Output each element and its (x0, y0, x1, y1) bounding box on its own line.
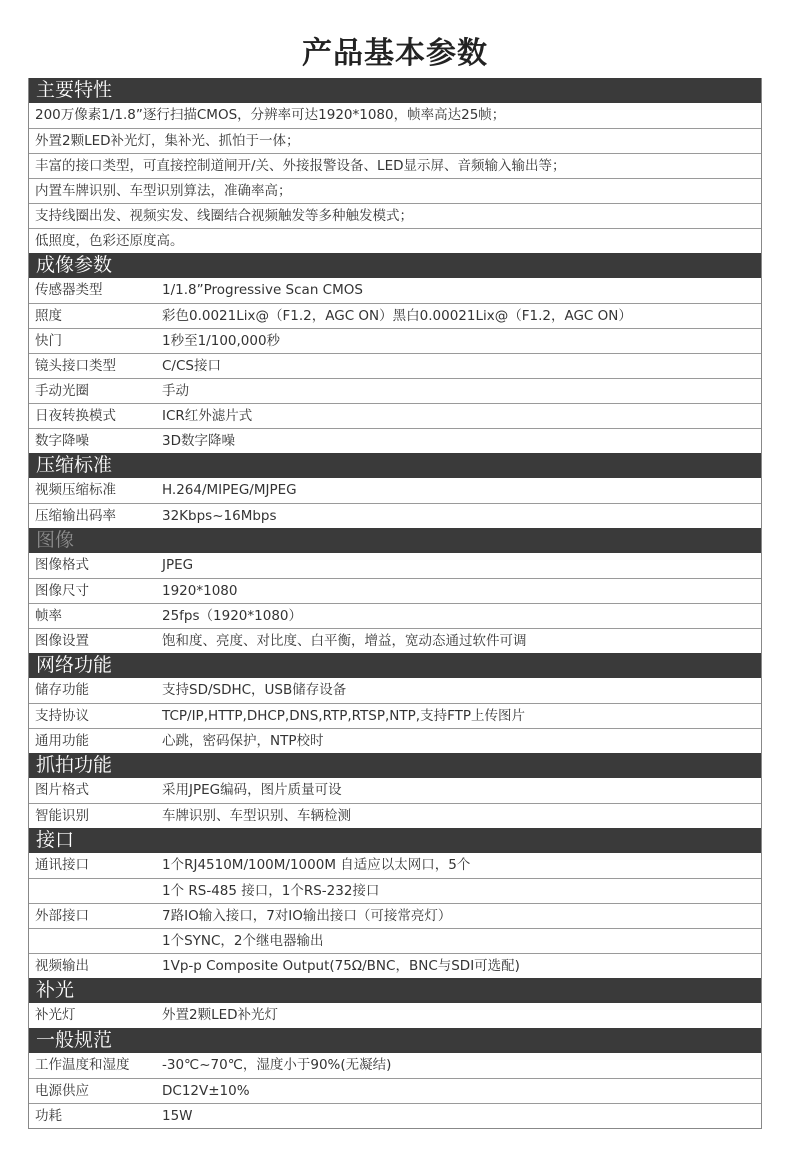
table-row (29, 1103, 761, 1128)
row-value: 内置车牌识别、车型识别算法，准确率高； (35, 183, 292, 199)
row-value: 1920*1080 (162, 583, 238, 599)
row-label: 图像尺寸 (35, 583, 89, 599)
table-row (29, 878, 761, 903)
table-row (29, 103, 761, 128)
row-value: JPEG (162, 557, 194, 573)
row-value: 25fps（1920*1080） (162, 608, 302, 624)
row-label: 补光灯 (35, 1007, 76, 1023)
table-row (29, 428, 761, 453)
row-label (29, 929, 155, 953)
row-label: 数字降噪 (35, 433, 89, 449)
table-row (29, 328, 761, 353)
row-label: 通用功能 (35, 733, 89, 749)
table-row (29, 628, 761, 653)
row-label: 日夜转换模式 (35, 408, 116, 424)
row-value: 饱和度、亮度、对比度、白平衡，增益，宽动态通过软件可调 (162, 633, 527, 649)
table-row (29, 853, 761, 878)
row-label: 手动光圈 (35, 383, 89, 399)
row-value: ICR红外滤片式 (162, 408, 253, 424)
row-label: 电源供应 (35, 1083, 89, 1099)
section-header: 图像 (29, 528, 761, 553)
row-label: 工作温度和湿度 (35, 1057, 130, 1073)
table-row (29, 228, 761, 253)
row-value: 1秒至1/100,000秒 (162, 333, 281, 349)
row-value: 32Kbps~16Mbps (162, 508, 277, 524)
row-value: 心跳，密码保护，NTP校时 (162, 733, 324, 749)
row-label (29, 879, 155, 903)
row-label: 帧率 (35, 608, 62, 624)
table-row (29, 1078, 761, 1103)
row-value: 外置2颗LED补光灯 (162, 1007, 279, 1023)
row-value: 采用JPEG编码，图片质量可设 (162, 782, 342, 798)
row-label: 智能识别 (35, 808, 89, 824)
section-header: 接口 (29, 828, 761, 853)
row-label: 快门 (35, 333, 62, 349)
table-row (29, 803, 761, 828)
section-header: 成像参数 (29, 253, 761, 278)
table-row (29, 928, 761, 953)
row-label: 镜头接口类型 (35, 358, 116, 374)
row-value: 车牌识别、车型识别、车辆检测 (162, 808, 351, 824)
row-label: 视频压缩标准 (35, 482, 116, 498)
row-label: 压缩输出码率 (35, 508, 116, 524)
table-row (29, 303, 761, 328)
row-value: 15W (162, 1108, 193, 1124)
row-value: 丰富的接口类型，可直接控制道闸开/关、外接报警设备、LED显示屏、音频输入输出等； (35, 158, 566, 174)
table-row (29, 503, 761, 528)
table-row (29, 128, 761, 153)
table-row (29, 478, 761, 503)
table-row (29, 203, 761, 228)
row-label: 功耗 (35, 1108, 62, 1124)
section-header: 压缩标准 (29, 453, 761, 478)
row-value: 1Vp-p Composite Output(75Ω/BNC，BNC与SDI可选配) (162, 958, 520, 974)
row-label: 通讯接口 (35, 857, 89, 873)
section-header: 网络功能 (29, 653, 761, 678)
row-label: 视频输出 (35, 958, 89, 974)
section-header: 主要特性 (29, 78, 761, 103)
table-row (29, 703, 761, 728)
row-value: 1个RJ4510M/100M/1000M 自适应以太网口，5个 (162, 857, 471, 873)
table-row (29, 378, 761, 403)
row-value: 支持SD/SDHC，USB储存设备 (162, 682, 347, 698)
section-header: 抓拍功能 (29, 753, 761, 778)
table-row (29, 778, 761, 803)
row-value: 支持线圈出发、视频实发、线圈结合视频触发等多种触发模式； (35, 208, 413, 224)
table-row (29, 953, 761, 978)
section-header: 补光 (29, 978, 761, 1003)
table-row (29, 578, 761, 603)
table-row (29, 1053, 761, 1078)
table-row (29, 278, 761, 303)
row-label: 外部接口 (35, 908, 89, 924)
row-value: 1个 RS-485 接口，1个RS-232接口 (162, 883, 380, 899)
row-label: 照度 (35, 308, 62, 324)
table-row (29, 903, 761, 928)
table-row (29, 1003, 761, 1028)
row-value: TCP/IP,HTTP,DHCP,DNS,RTP,RTSP,NTP,支持FTP上传图片 (162, 708, 525, 724)
row-value: -30℃~70℃，湿度小于90%(无凝结) (162, 1057, 392, 1073)
row-value: 彩色0.0021Lix@（F1.2，AGC ON）黑白0.00021Lix@（F1.2，AGC ON） (162, 308, 632, 324)
row-value: DC12V±10% (162, 1083, 250, 1099)
spec-table (28, 78, 762, 1129)
table-row (29, 403, 761, 428)
row-label: 储存功能 (35, 682, 89, 698)
row-value: C/CS接口 (162, 358, 221, 374)
row-label: 图像格式 (35, 557, 89, 573)
section-header: 一般规范 (29, 1028, 761, 1053)
table-row (29, 728, 761, 753)
row-value: 1个SYNC，2个继电器输出 (162, 933, 324, 949)
table-row (29, 603, 761, 628)
table-row (29, 553, 761, 578)
page-title: 产品基本参数 (302, 36, 488, 71)
table-row (29, 353, 761, 378)
row-value: 手动 (162, 383, 189, 399)
row-value: 7路IO输入接口，7对IO输出接口（可接常亮灯） (162, 908, 452, 924)
row-label: 图片格式 (35, 782, 89, 798)
row-value: 200万像素1/1.8”逐行扫描CMOS，分辨率可达1920*1080，帧率高达25帧； (35, 107, 506, 123)
row-value: 3D数字降噪 (162, 433, 235, 449)
row-label: 传感器类型 (35, 282, 103, 298)
row-value: 1/1.8”Progressive Scan CMOS (162, 282, 363, 298)
row-value: H.264/MIPEG/MJPEG (162, 482, 297, 498)
row-value: 低照度，色彩还原度高。 (35, 233, 184, 249)
table-row (29, 678, 761, 703)
row-label: 图像设置 (35, 633, 89, 649)
table-row (29, 153, 761, 178)
table-row (29, 178, 761, 203)
row-value: 外置2颗LED补光灯，集补光、抓怕于一体； (35, 133, 300, 149)
row-label: 支持协议 (35, 708, 89, 724)
